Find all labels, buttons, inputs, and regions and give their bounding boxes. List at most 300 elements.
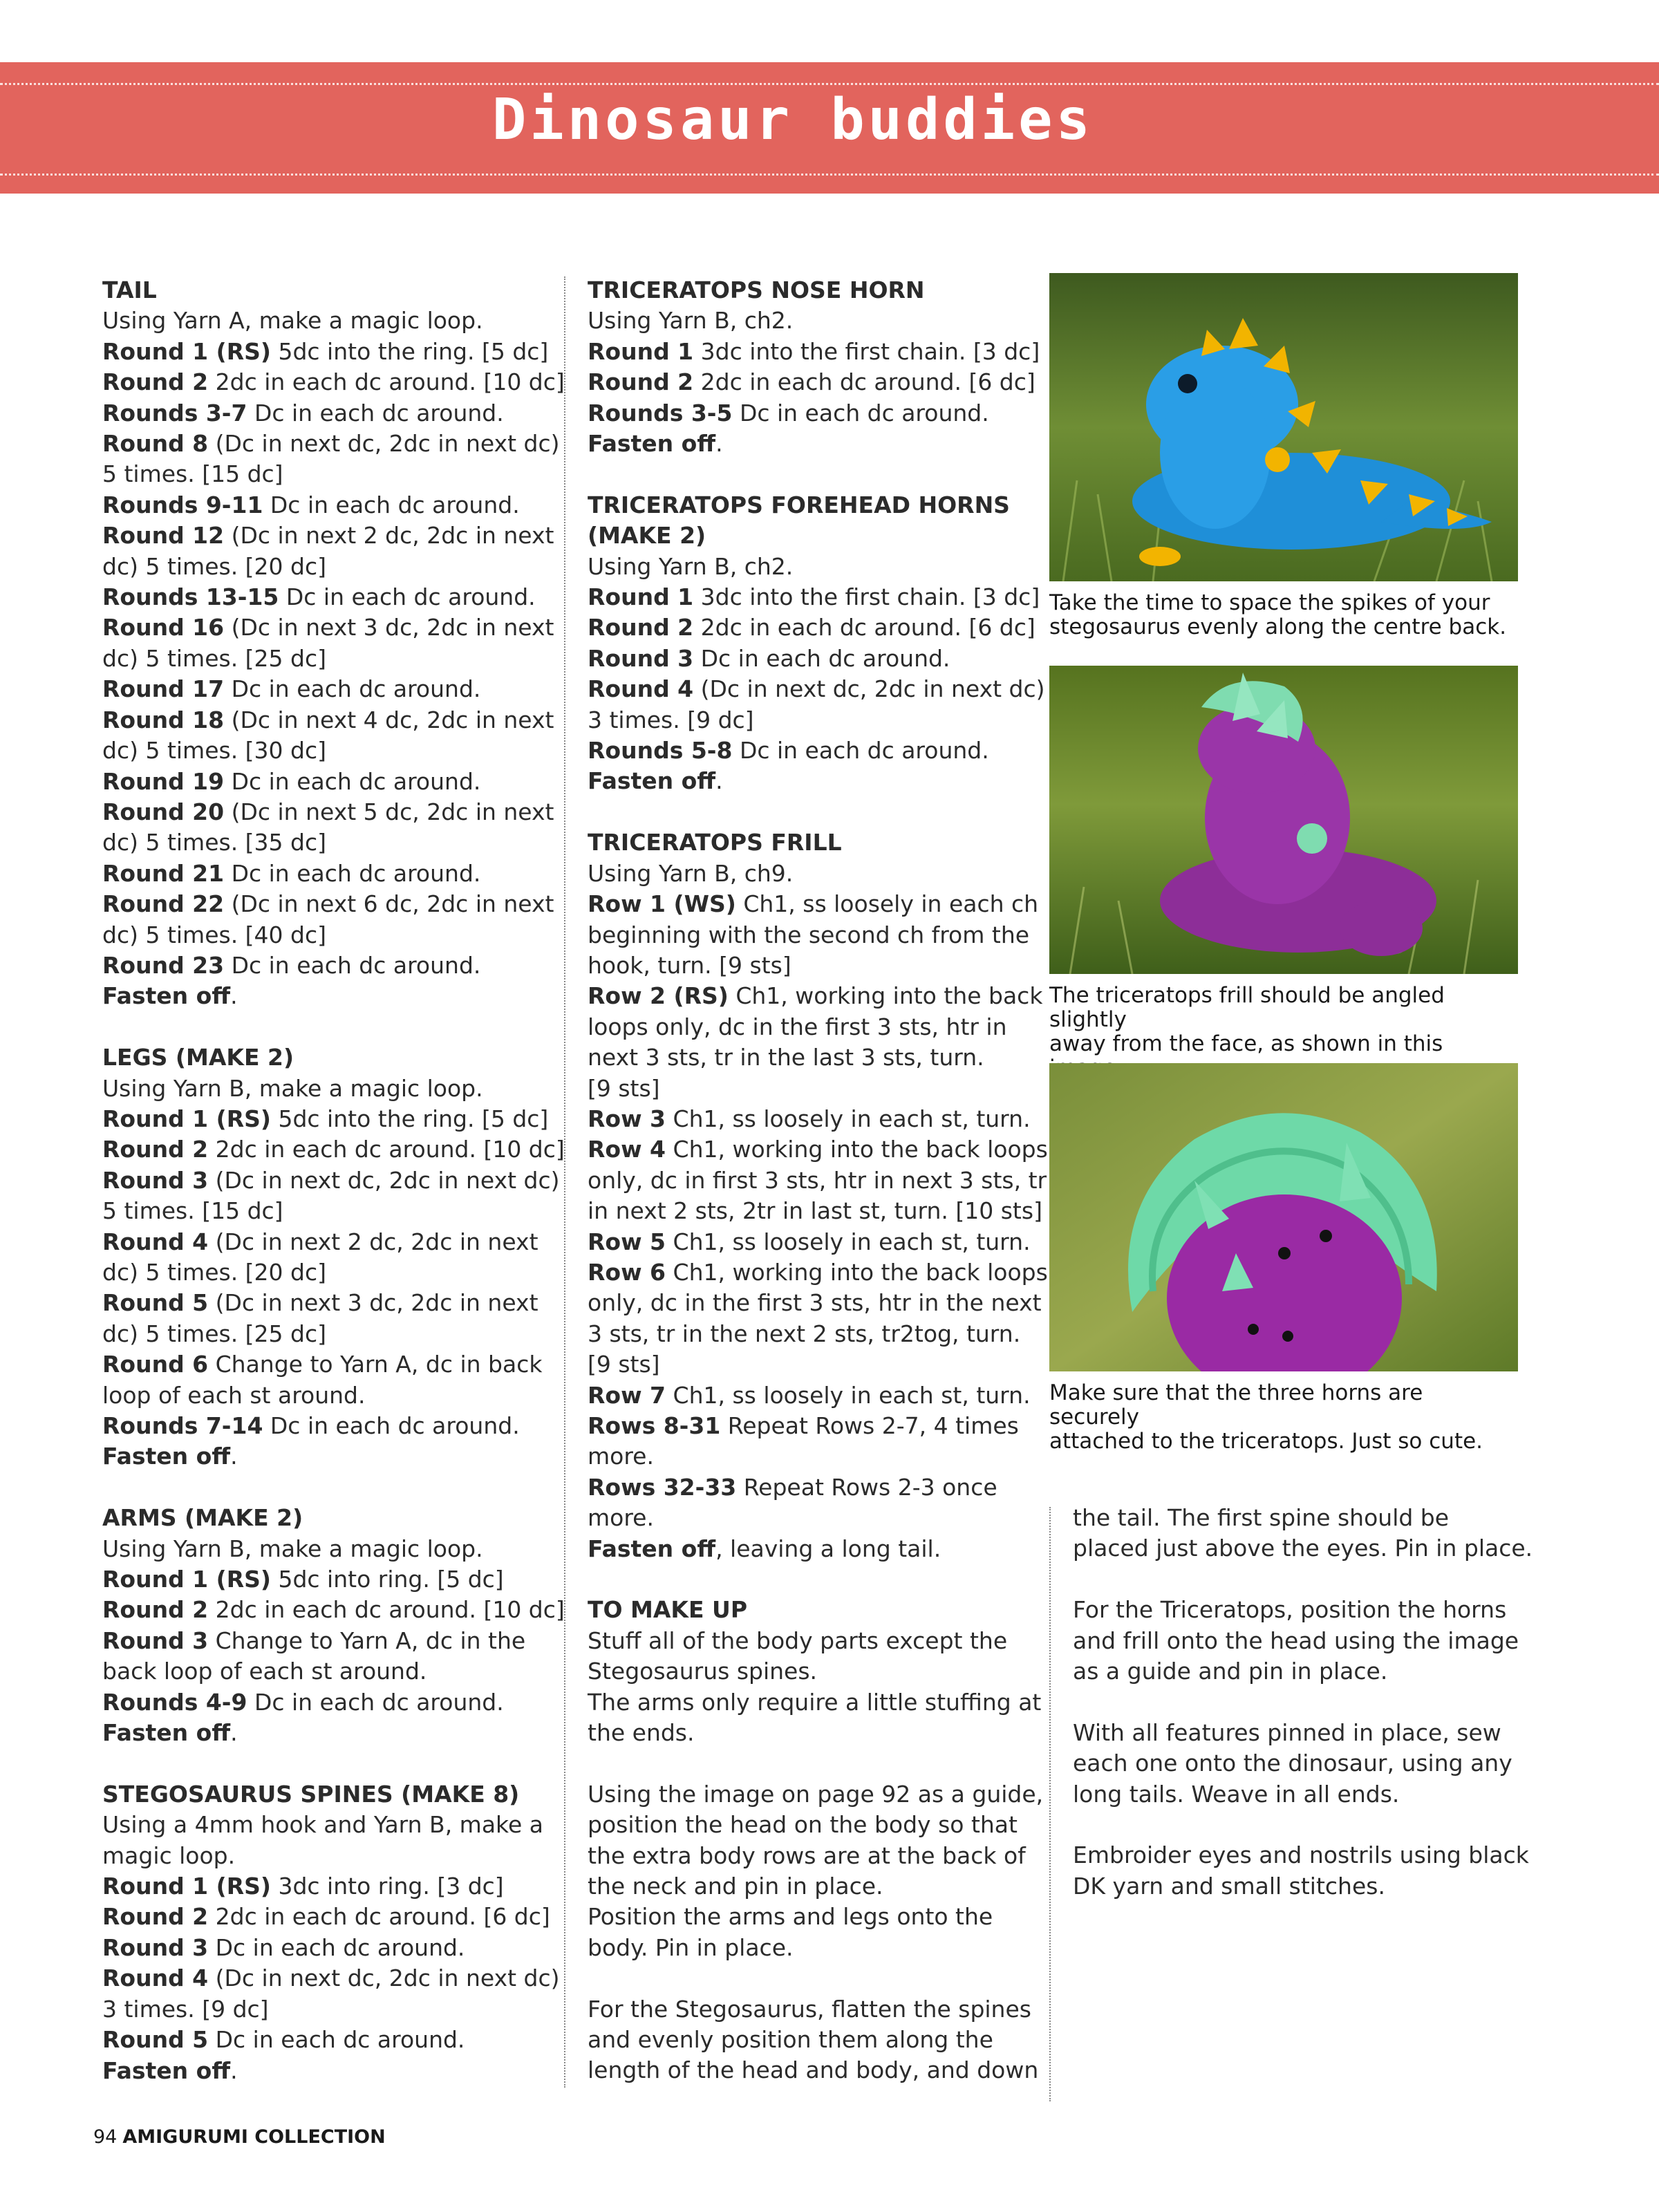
pattern-line <box>588 337 1040 367</box>
pattern-line <box>102 1165 560 1196</box>
instruction-text: 3 times. [9 dc] <box>102 1995 269 2023</box>
instruction-label: Round 23 <box>102 951 225 979</box>
pattern-line <box>588 2025 1030 2055</box>
instruction-text: Dc in each dc around. <box>279 583 536 611</box>
instruction-text: 2dc in each dc around. [6 dc] <box>693 614 1035 641</box>
triceratops-closeup-caption <box>1049 1381 1519 1454</box>
paragraph-gap <box>1073 1564 1515 1595</box>
pattern-line <box>588 981 1043 1011</box>
pattern-column-1 <box>102 275 565 2086</box>
instruction-text: Using Yarn B, ch2. <box>588 307 794 335</box>
pattern-line <box>588 1012 1030 1042</box>
pattern-line <box>588 1104 1030 1134</box>
instruction-text: Position the arms and legs onto the <box>588 1903 993 1931</box>
pattern-line <box>102 429 560 459</box>
pattern-line <box>102 612 554 643</box>
pattern-line <box>102 1902 550 1932</box>
instruction-label: Round 18 <box>102 706 225 733</box>
section-heading: TRICERATOPS FRILL <box>588 829 842 856</box>
caption-line: Take the time to space the spikes of your <box>1049 590 1490 615</box>
triceratops-closeup-photo <box>1049 1063 1518 1371</box>
pattern-line <box>102 582 536 612</box>
pattern-line <box>102 1257 531 1288</box>
instruction-label: Round 2 <box>102 368 209 396</box>
pattern-line <box>588 1380 1030 1411</box>
paragraph-gap <box>102 1472 531 1503</box>
paragraph-gap <box>1073 1810 1515 1840</box>
instruction-label: Round 20 <box>102 798 225 825</box>
instruction-label: Round 17 <box>102 675 225 703</box>
pattern-line <box>102 1134 565 1165</box>
pattern-line <box>588 1257 1048 1288</box>
instruction-text: (Dc in next 3 dc, 2dc in next <box>208 1289 538 1317</box>
pattern-line <box>102 705 554 735</box>
instruction-label: Round 2 <box>588 614 694 641</box>
pattern-line <box>588 1349 1030 1380</box>
pattern-line <box>102 521 554 551</box>
instruction-text: and frill onto the head using the image <box>1073 1627 1519 1654</box>
pattern-line <box>588 367 1035 397</box>
pattern-line <box>588 612 1035 643</box>
pattern-line <box>588 1994 1030 2025</box>
instruction-label: Round 1 (RS) <box>102 1105 271 1132</box>
pattern-line <box>588 950 1030 981</box>
pattern-line <box>588 1687 1042 1718</box>
instruction-label: Round 22 <box>102 890 225 918</box>
instruction-label: Round 3 <box>102 1933 209 1961</box>
instruction-text: each one onto the dinosaur, using any <box>1073 1750 1512 1777</box>
instruction-text: Dc in each dc around. <box>732 737 989 765</box>
triceratops-photo <box>1049 666 1518 974</box>
instruction-text: the extra body rows are at the back of <box>588 1841 1026 1869</box>
pattern-line <box>588 766 1030 796</box>
instruction-text: in next 2 sts, 2tr in last st, turn. [10 sts] <box>588 1197 1042 1225</box>
pattern-line <box>102 398 531 429</box>
pattern-line <box>102 1626 531 1656</box>
pattern-line <box>1073 1840 1529 1871</box>
instruction-text: Ch1, working into the back loops <box>666 1136 1048 1163</box>
instruction-text: Dc in each dc around. <box>224 675 481 703</box>
pattern-line <box>102 859 531 889</box>
instruction-text: . <box>230 1443 238 1470</box>
instruction-text: Repeat Rows 2-3 once <box>736 1473 997 1501</box>
instruction-text: Ch1, ss loosely in each st, turn. <box>666 1228 1031 1255</box>
pattern-line <box>102 1933 531 1963</box>
pattern-line <box>102 1196 531 1226</box>
instruction-label: Rows 8-31 <box>588 1412 721 1439</box>
page-title: Dinosaur buddies <box>492 87 1094 153</box>
instruction-label: Fasten off <box>102 1719 231 1747</box>
instruction-label: Rows 32-33 <box>588 1473 737 1501</box>
pattern-line <box>102 490 531 521</box>
pattern-line <box>102 797 554 827</box>
pattern-line <box>588 705 1030 735</box>
instruction-label: Round 1 <box>588 583 694 611</box>
pattern-line <box>588 2055 1039 2086</box>
section-heading: (MAKE 2) <box>588 522 706 550</box>
instruction-text: dc) 5 times. [30 dc] <box>102 737 326 765</box>
instruction-label: Round 2 <box>102 1903 209 1931</box>
instruction-text: 5dc into the ring. [5 dc] <box>270 337 549 365</box>
instruction-label: Round 1 (RS) <box>102 337 271 365</box>
instruction-label: Round 4 <box>102 1228 209 1255</box>
pattern-line <box>102 459 531 489</box>
banner-dotted-line-top <box>0 83 1659 85</box>
instruction-text: Change to Yarn A, dc in back <box>208 1351 543 1378</box>
instruction-text: Dc in each dc around. <box>693 644 950 672</box>
pattern-line <box>102 1074 531 1104</box>
instruction-text: dc) 5 times. [20 dc] <box>102 552 326 580</box>
pattern-line <box>588 644 1030 674</box>
instruction-label: Round 5 <box>102 1289 209 1317</box>
pattern-line <box>102 306 531 336</box>
pattern-line <box>588 1227 1030 1257</box>
instruction-label: Rounds 3-7 <box>102 399 247 427</box>
instruction-label: Round 4 <box>102 1965 209 1992</box>
instruction-text: dc) 5 times. [40 dc] <box>102 921 326 948</box>
instruction-text: 2dc in each dc around. [6 dc] <box>208 1903 550 1931</box>
instruction-label: Round 5 <box>102 2026 209 2054</box>
pattern-line <box>588 1472 1030 1503</box>
instruction-text: loop of each st around. <box>102 1381 366 1409</box>
pattern-line <box>1073 1718 1515 1748</box>
pattern-line <box>102 889 554 919</box>
section-heading: TO MAKE UP <box>588 1596 748 1624</box>
instruction-text: Using Yarn B, make a magic loop. <box>102 1074 483 1102</box>
instruction-text: dc) 5 times. [25 dc] <box>102 644 326 672</box>
instruction-text: Dc in each dc around. <box>247 399 504 427</box>
paragraph-gap <box>102 1012 531 1042</box>
pattern-line <box>588 1933 1030 1963</box>
caption-line: away from the face, as shown in this <box>1049 1031 1443 1056</box>
instruction-text: Dc in each dc around. <box>263 491 520 518</box>
instruction-label: Round 8 <box>102 430 209 458</box>
instruction-text: 3 times. [9 dc] <box>588 706 754 733</box>
instruction-text: Using Yarn A, make a magic loop. <box>102 307 483 335</box>
instruction-label: Round 2 <box>102 1596 209 1624</box>
pattern-line <box>588 1165 1047 1196</box>
instruction-text: as a guide and pin in place. <box>1073 1658 1388 1685</box>
instruction-text: (Dc in next 6 dc, 2dc in next <box>224 890 554 918</box>
pattern-line <box>1073 1595 1515 1625</box>
instruction-text: long tails. Weave in all ends. <box>1073 1780 1400 1808</box>
instruction-text: Ch1, ss loosely in each ch <box>735 890 1039 918</box>
paragraph-gap <box>588 1748 1030 1779</box>
pattern-line <box>588 859 1030 889</box>
instruction-text: Change to Yarn A, dc in the <box>208 1627 526 1654</box>
instruction-text: Ch1, ss loosely in each st, turn. <box>666 1381 1031 1409</box>
instruction-text: 5dc into ring. [5 dc] <box>270 1566 504 1593</box>
section-heading: TAIL <box>102 276 157 303</box>
pattern-line <box>102 1564 531 1595</box>
instruction-label: Round 3 <box>102 1627 209 1654</box>
instruction-text: Embroider eyes and nostrils using black <box>1073 1841 1529 1869</box>
instruction-label: Round 21 <box>102 859 225 887</box>
instruction-text: Using Yarn B, ch2. <box>588 552 794 580</box>
pattern-line <box>102 1810 543 1840</box>
instruction-text: 3dc into ring. [3 dc] <box>270 1873 504 1900</box>
instruction-label: Row 2 (RS) <box>588 982 729 1010</box>
instruction-text: more. <box>588 1443 654 1470</box>
pattern-line <box>588 1902 1030 1932</box>
instruction-label: Row 3 <box>588 1105 666 1132</box>
pattern-line <box>102 367 565 397</box>
instruction-label: Rounds 4-9 <box>102 1688 247 1716</box>
instruction-text: Ch1, working into the back <box>728 982 1043 1010</box>
instruction-text: dc) 5 times. [25 dc] <box>102 1320 326 1347</box>
paragraph-gap <box>588 1963 1030 1994</box>
pattern-line <box>1073 1748 1515 1779</box>
instruction-text: For the Triceratops, position the horns <box>1073 1596 1507 1624</box>
pattern-line <box>102 1349 543 1380</box>
instruction-label: Rounds 7-14 <box>102 1412 263 1440</box>
pattern-line <box>102 1104 549 1134</box>
pattern-line <box>588 1810 1030 1840</box>
instruction-label: Fasten off <box>102 982 231 1010</box>
instruction-text: Dc in each dc around. <box>732 399 989 427</box>
instruction-text: more. <box>588 1504 654 1532</box>
instruction-label: Rounds 5-8 <box>588 737 733 765</box>
instruction-text: Dc in each dc around. <box>224 951 481 979</box>
pattern-line <box>102 674 531 704</box>
instruction-text: For the Stegosaurus, flatten the spines <box>588 1995 1031 2023</box>
pattern-line <box>588 889 1039 919</box>
pattern-line <box>102 1656 531 1687</box>
pattern-line <box>102 981 531 1011</box>
pattern-line <box>102 2056 531 2086</box>
pattern-line <box>588 1534 1030 1564</box>
instruction-text: position the head on the body so that <box>588 1811 1018 1839</box>
instruction-text: Using the image on page 92 as a guide, <box>588 1780 1044 1808</box>
pattern-line <box>102 1687 531 1718</box>
pattern-line <box>588 306 1030 336</box>
pattern-line <box>102 1841 531 1871</box>
pattern-line <box>102 1994 531 2025</box>
pattern-line <box>588 1134 1048 1165</box>
instruction-text: (Dc in next dc, 2dc in next dc) <box>208 1166 560 1194</box>
column-divider <box>1049 1507 1051 2101</box>
pattern-line <box>1073 1533 1533 1564</box>
instruction-text: only, dc in the first 3 sts, htr in the next <box>588 1289 1042 1317</box>
instruction-text: . <box>230 982 238 1010</box>
title-banner <box>0 62 1659 194</box>
instruction-text: Using Yarn B, make a magic loop. <box>102 1535 483 1562</box>
instruction-text: . <box>715 430 723 458</box>
pattern-line <box>588 398 1030 429</box>
instruction-label: Round 6 <box>102 1351 209 1378</box>
instruction-label: Round 16 <box>102 614 225 641</box>
instruction-text: 2dc in each dc around. [10 dc] <box>208 368 565 396</box>
pattern-line <box>1073 1626 1519 1656</box>
pattern-line <box>102 1441 531 1472</box>
instruction-label: Round 3 <box>102 1166 209 1194</box>
instruction-label: Row 1 (WS) <box>588 890 736 918</box>
instruction-label: Row 4 <box>588 1136 666 1163</box>
pattern-line <box>102 2025 531 2055</box>
instruction-text: the ends. <box>588 1719 695 1747</box>
pattern-line <box>102 552 531 582</box>
instruction-text: loops only, dc in the first 3 sts, htr in <box>588 1013 1007 1040</box>
pattern-line <box>102 1319 531 1349</box>
instruction-text: (Dc in next 2 dc, 2dc in next <box>224 522 554 550</box>
stegosaurus-caption <box>1049 591 1519 639</box>
pattern-line <box>588 674 1045 704</box>
instruction-text: . <box>230 2056 238 2084</box>
pattern-line <box>102 920 531 950</box>
instruction-text: back loop of each st around. <box>102 1658 427 1685</box>
column-divider <box>564 276 565 2088</box>
page-footer <box>93 2126 386 2148</box>
caption-line: attached to the triceratops. Just so cute. <box>1049 1429 1483 1454</box>
pattern-line <box>102 644 531 674</box>
instruction-text: beginning with the second ch from the <box>588 921 1030 948</box>
instruction-text: Ch1, ss loosely in each st, turn. <box>666 1105 1031 1132</box>
pattern-line <box>102 1380 531 1411</box>
instruction-text: Dc in each dc around. <box>208 2026 465 2054</box>
instruction-text: DK yarn and small stitches. <box>1073 1872 1385 1900</box>
pattern-line <box>588 1411 1030 1441</box>
instruction-text: 3dc into the first chain. [3 dc] <box>693 337 1040 365</box>
pattern-line <box>588 1288 1042 1318</box>
instruction-label: Rounds 3-5 <box>588 399 733 427</box>
pattern-line <box>102 1718 531 1748</box>
pattern-line <box>102 1227 538 1257</box>
instruction-label: Round 19 <box>102 767 225 795</box>
instruction-label: Round 1 (RS) <box>102 1873 271 1900</box>
pattern-line <box>102 1963 560 1994</box>
paragraph-gap <box>1073 1687 1515 1717</box>
pattern-line <box>102 337 549 367</box>
instruction-text: (Dc in next dc, 2dc in next dc) <box>693 675 1045 703</box>
instruction-text: (Dc in next dc, 2dc in next dc) <box>208 430 560 458</box>
instruction-label: Fasten off <box>588 430 716 458</box>
instruction-text: Stuff all of the body parts except the <box>588 1627 1008 1654</box>
paragraph-gap <box>588 1564 1030 1595</box>
stegosaurus-photo <box>1049 273 1518 581</box>
instruction-text: 5dc into the ring. [5 dc] <box>270 1105 549 1132</box>
pattern-line <box>102 1534 531 1564</box>
pattern-line <box>588 1503 1030 1533</box>
pattern-line <box>588 1196 1042 1226</box>
instruction-text: dc) 5 times. [20 dc] <box>102 1258 326 1286</box>
pattern-line <box>588 1871 1030 1902</box>
instruction-text: Ch1, working into the back loops <box>666 1258 1048 1286</box>
instruction-text: Dc in each dc around. <box>247 1688 504 1716</box>
instruction-text: placed just above the eyes. Pin in place. <box>1073 1535 1533 1562</box>
pattern-line <box>102 1411 531 1441</box>
instruction-text: body. Pin in place. <box>588 1933 794 1961</box>
paragraph-gap <box>588 459 1030 489</box>
instruction-label: Round 1 <box>588 337 694 365</box>
pattern-line <box>1073 1503 1515 1533</box>
instruction-text: 5 times. [15 dc] <box>102 1197 283 1225</box>
instruction-text: 2dc in each dc around. [6 dc] <box>693 368 1035 396</box>
instruction-text: Repeat Rows 2-7, 4 times <box>720 1412 1019 1439</box>
pattern-line <box>102 1288 538 1318</box>
instruction-text: (Dc in next dc, 2dc in next dc) <box>208 1965 560 1992</box>
instruction-text: [9 sts] <box>588 1074 660 1102</box>
instruction-label: Round 3 <box>588 644 694 672</box>
pattern-line <box>588 429 1030 459</box>
pattern-line <box>588 1441 1030 1472</box>
instruction-text: The arms only require a little stuffing at <box>588 1688 1042 1716</box>
pattern-line <box>588 1718 1030 1748</box>
pattern-line <box>102 827 531 858</box>
pattern-line <box>588 1656 1030 1687</box>
instruction-text: [9 sts] <box>588 1351 660 1378</box>
page-number: 94 <box>93 2126 118 2148</box>
pattern-line <box>588 582 1040 612</box>
instruction-label: Fasten off <box>102 1443 231 1470</box>
pattern-line <box>588 1074 1030 1104</box>
instruction-label: Fasten off <box>102 2056 231 2084</box>
pattern-line <box>102 950 531 981</box>
instruction-text: (Dc in next 5 dc, 2dc in next <box>224 798 554 825</box>
instruction-text: Dc in each dc around. <box>208 1933 465 1961</box>
instruction-text: the tail. The first spine should be <box>1073 1504 1450 1531</box>
pattern-column-3 <box>1073 1503 1533 1902</box>
instruction-text: (Dc in next 2 dc, 2dc in next <box>208 1228 538 1255</box>
pattern-line <box>588 920 1030 950</box>
instruction-label: Fasten off <box>588 767 716 795</box>
pattern-line <box>1073 1656 1515 1687</box>
pattern-line <box>102 767 531 797</box>
pattern-line <box>588 735 1030 766</box>
instruction-text: length of the head and body, and down <box>588 2056 1039 2084</box>
instruction-label: Rounds 13-15 <box>102 583 279 611</box>
instruction-text: 2dc in each dc around. [10 dc] <box>208 1136 565 1163</box>
instruction-label: Row 6 <box>588 1258 666 1286</box>
section-heading: STEGOSAURUS SPINES (MAKE 8) <box>102 1780 520 1808</box>
section-heading: LEGS (MAKE 2) <box>102 1044 294 1071</box>
instruction-text: only, dc in first 3 sts, htr in next 3 sts, tr <box>588 1166 1047 1194</box>
instruction-label: Round 4 <box>588 675 694 703</box>
instruction-text: Stegosaurus spines. <box>588 1658 818 1685</box>
pattern-line <box>588 552 1030 582</box>
instruction-text: Dc in each dc around. <box>263 1412 520 1440</box>
instruction-text: the neck and pin in place. <box>588 1873 883 1900</box>
caption-line: Make sure that the three horns are securely <box>1049 1380 1423 1430</box>
instruction-text: Using a 4mm hook and Yarn B, make a <box>102 1811 543 1839</box>
instruction-text: 3dc into the first chain. [3 dc] <box>693 583 1040 611</box>
paragraph-gap <box>102 1748 531 1779</box>
caption-line: The triceratops frill should be angled slightly <box>1049 983 1445 1032</box>
instruction-text: hook, turn. [9 sts] <box>588 951 791 979</box>
pattern-line <box>102 735 531 766</box>
pattern-line <box>588 1779 1044 1810</box>
instruction-text: Dc in each dc around. <box>224 767 481 795</box>
instruction-text: (Dc in next 4 dc, 2dc in next <box>224 706 554 733</box>
instruction-text: , leaving a long tail. <box>715 1535 941 1562</box>
caption-line: stegosaurus evenly along the centre back. <box>1049 615 1507 639</box>
magazine-name: AMIGURUMI COLLECTION <box>122 2126 386 2148</box>
banner-dotted-line-bottom <box>0 174 1659 176</box>
instruction-text: and evenly position them along the <box>588 2026 993 2054</box>
instruction-text: 2dc in each dc around. [10 dc] <box>208 1596 565 1624</box>
instruction-label: Row 5 <box>588 1228 666 1255</box>
instruction-label: Round 2 <box>588 368 694 396</box>
pattern-line <box>588 1319 1030 1349</box>
instruction-label: Rounds 9-11 <box>102 491 263 518</box>
instruction-text: 3 sts, tr in the next 2 sts, tr2tog, turn. <box>588 1320 1021 1347</box>
pattern-line <box>102 1595 565 1625</box>
instruction-label: Fasten off <box>588 1535 716 1562</box>
pattern-line <box>1073 1779 1515 1810</box>
instruction-text: (Dc in next 3 dc, 2dc in next <box>224 614 554 641</box>
pattern-line <box>588 1042 1030 1073</box>
instruction-text: magic loop. <box>102 1841 236 1869</box>
instruction-text: Using Yarn B, ch9. <box>588 859 794 887</box>
